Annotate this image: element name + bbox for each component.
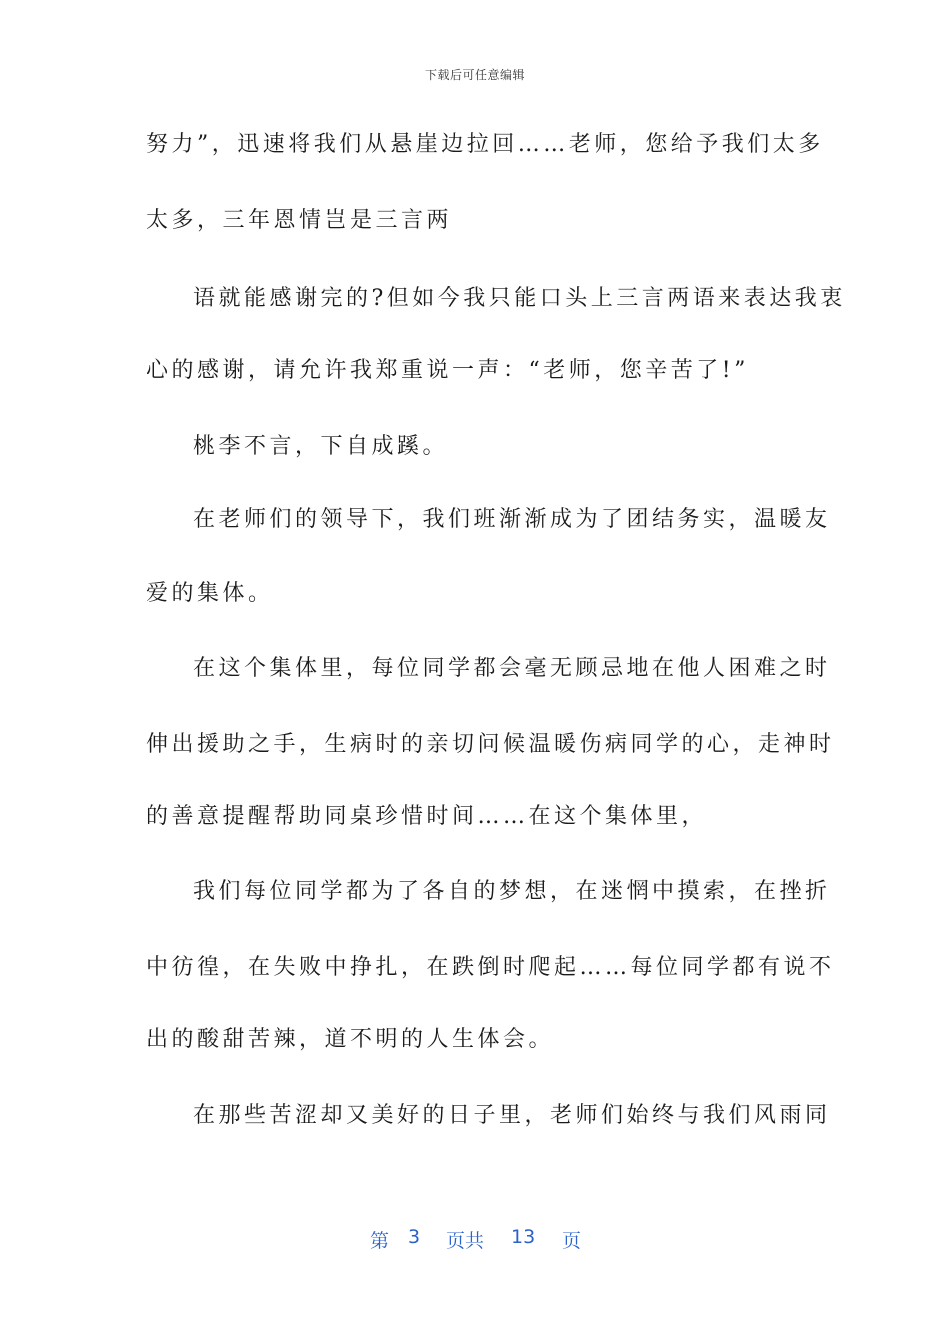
- body-line-text: 太多，三年恩情岂是三言两: [146, 208, 453, 233]
- body-line-text: 桃李不言，下自成蹊。: [193, 434, 449, 459]
- total-page-count: 13: [511, 1226, 536, 1248]
- page-label-suffix: 页: [562, 1230, 582, 1252]
- body-line-text: 在那些苦涩却又美好的日子里，老师们始终与我们风雨同: [193, 1103, 831, 1128]
- body-line-text: 在这个集体里，每位同学都会毫无顾忌地在他人困难之时: [193, 656, 831, 681]
- body-line-text: 的善意提醒帮助同桌珍惜时间……在这个集体里，: [146, 804, 708, 829]
- page-label-mid: 页共: [446, 1230, 485, 1252]
- page-header: 下载后可任意编辑: [424, 68, 525, 82]
- current-page-number: 3: [408, 1226, 421, 1248]
- body-line-text: 中彷徨，在失败中挣扎，在跌倒时爬起……每位同学都有说不: [146, 955, 835, 980]
- page-label-prefix: 第: [370, 1230, 390, 1252]
- page-footer: [0, 1226, 950, 1254]
- body-line-text: 语就能感谢完的?但如今我只能口头上三言两语来表达我衷: [193, 286, 846, 311]
- body-line-text: 爱的集体。: [146, 581, 274, 606]
- body-line-text: 心的感谢，请允许我郑重说一声：“老师，您辛苦了!”: [146, 358, 749, 383]
- body-line-text: 伸出援助之手，生病时的亲切问候温暖伤病同学的心，走神时: [146, 732, 835, 757]
- body-line-text: 出的酸甜苦辣，道不明的人生体会。: [146, 1027, 555, 1052]
- body-line-text: 我们每位同学都为了各自的梦想，在迷惘中摸索，在挫折: [193, 879, 831, 904]
- body-line-text: 在老师们的领导下，我们班渐渐成为了团结务实，温暖友: [193, 507, 831, 532]
- body-line-text: 努力”，迅速将我们从悬崖边拉回……老师，您给予我们太多: [146, 132, 824, 157]
